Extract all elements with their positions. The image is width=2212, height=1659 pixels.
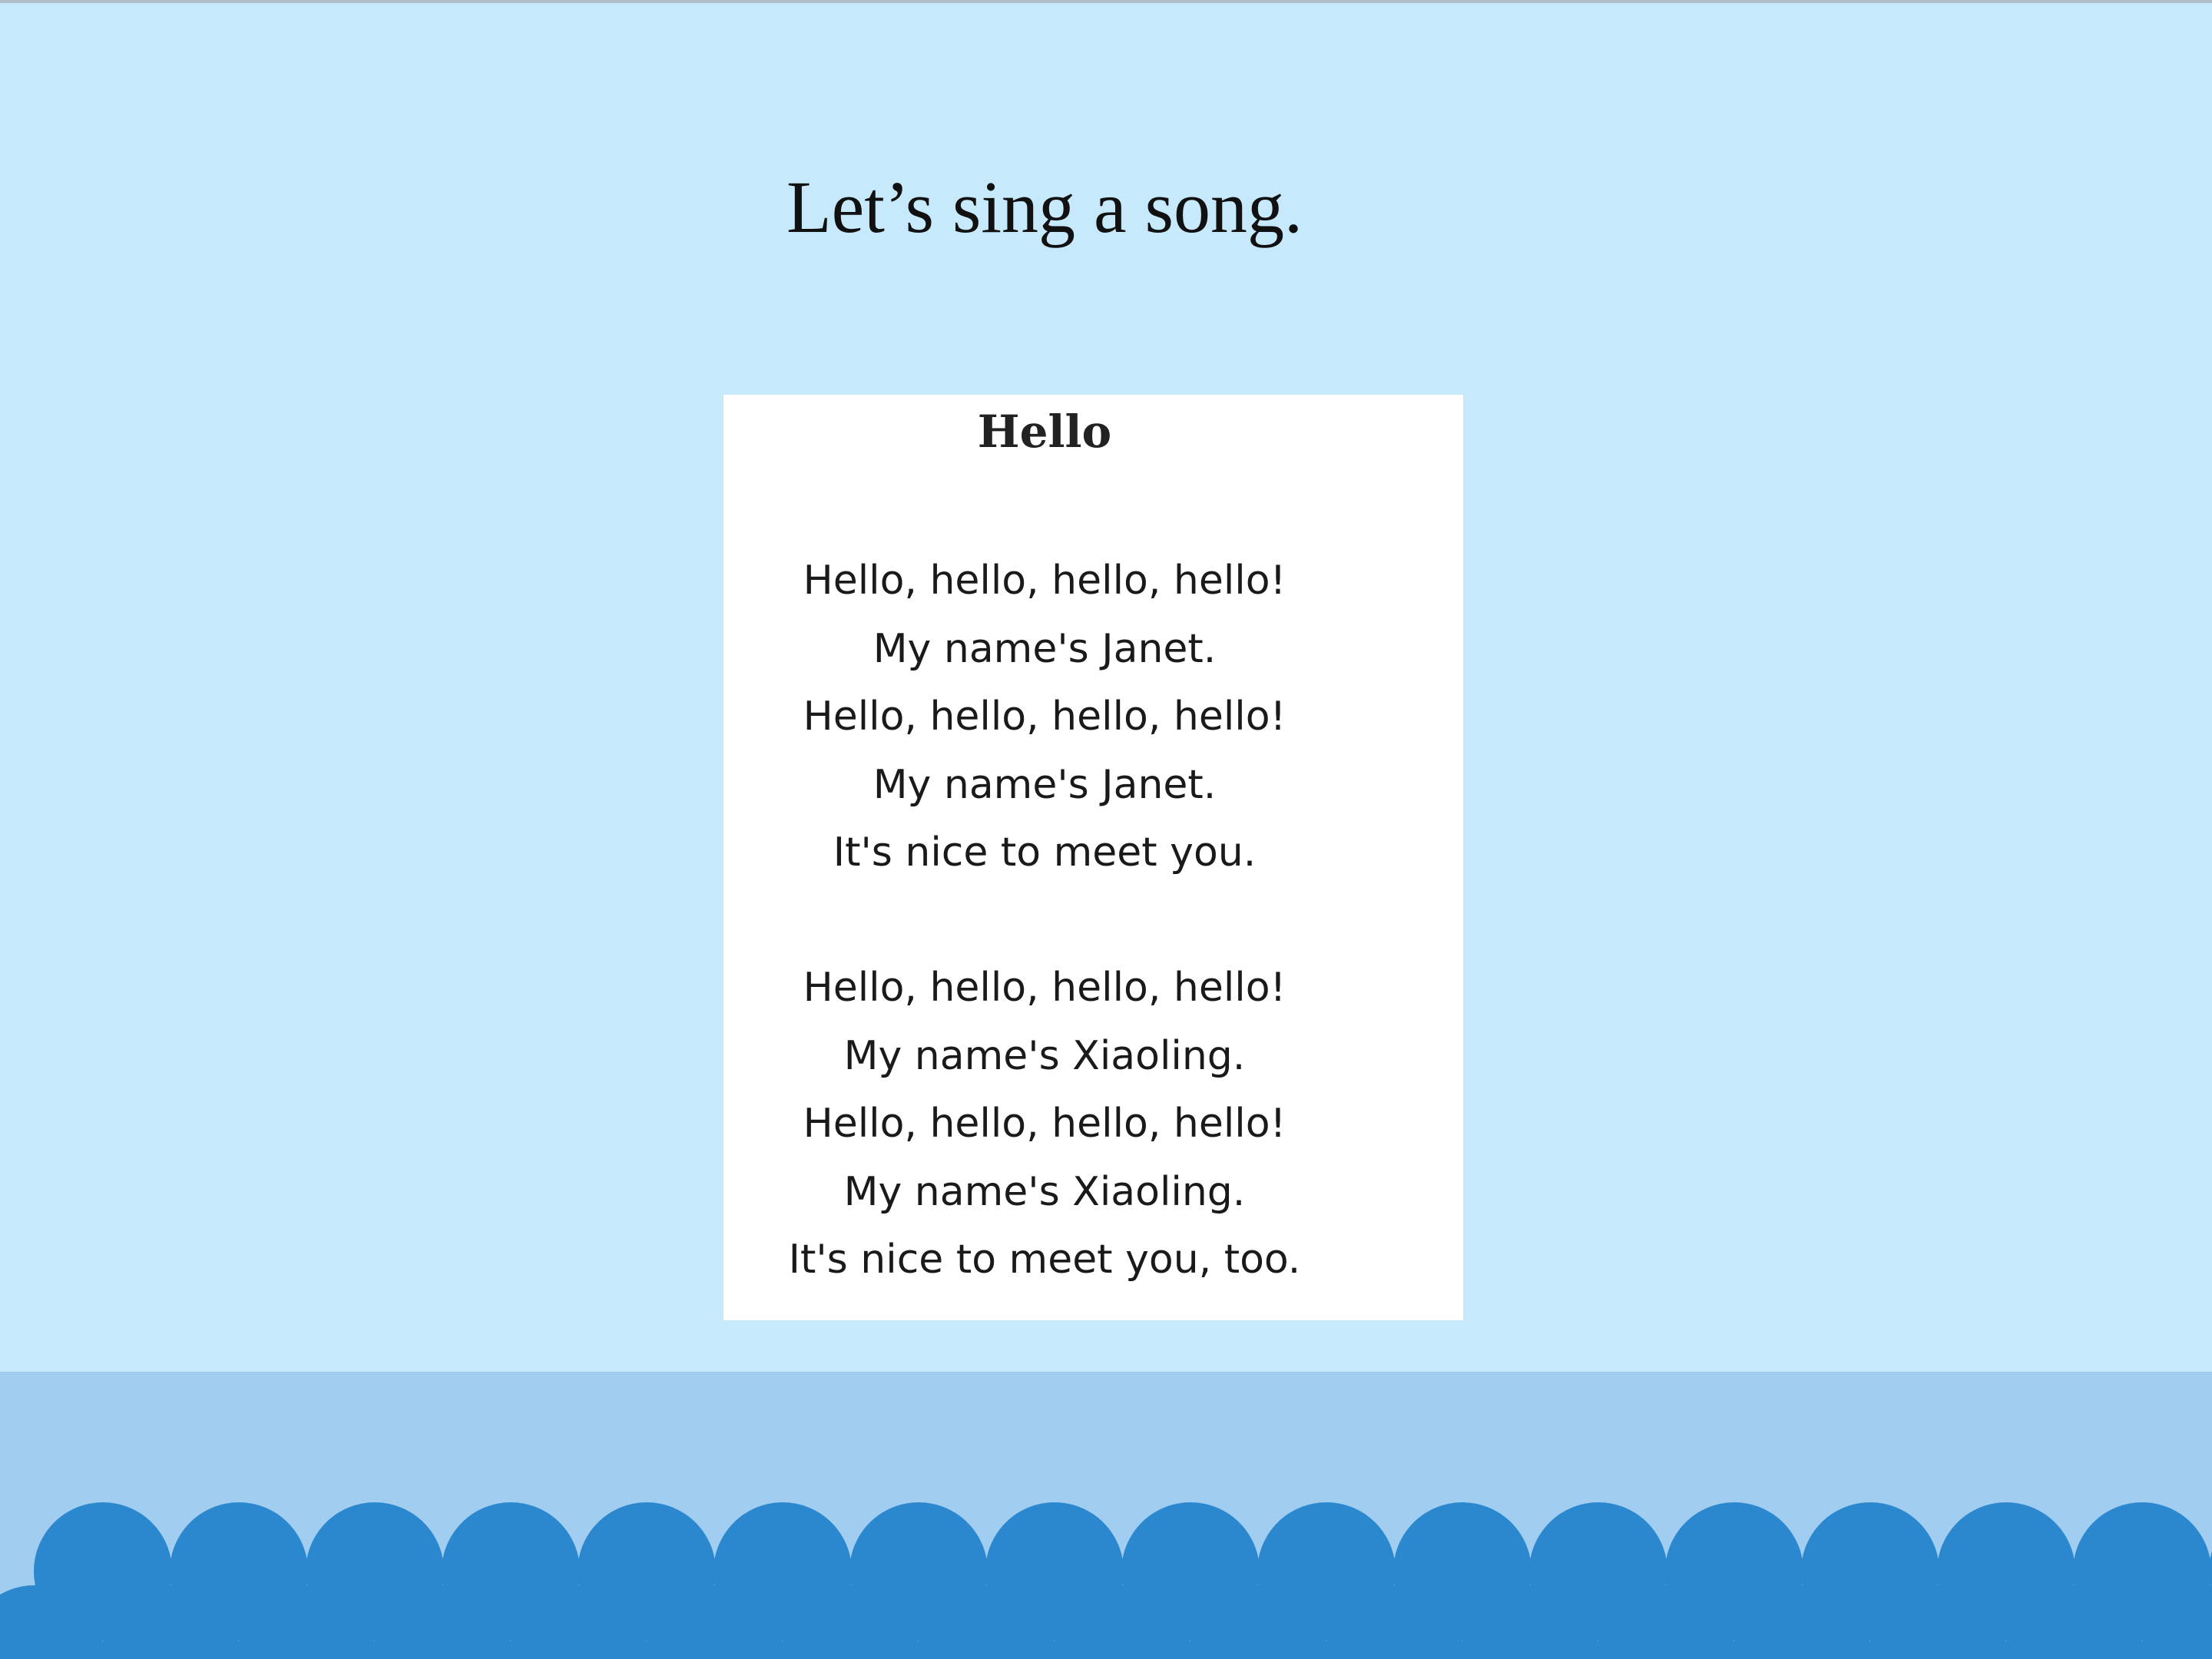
lyric-line: My name's Xiaoling. [843, 1168, 1246, 1215]
lyric-line: Hello, hello, hello, hello! [803, 694, 1286, 740]
top-border [0, 0, 2212, 3]
lyric-line: My name's Xiaoling. [843, 1032, 1246, 1079]
lyric-line: My name's Janet. [873, 625, 1217, 672]
scallop-wave-decoration [0, 1498, 2212, 1659]
song-title: Hello [977, 406, 1112, 458]
lyric-line: Hello, hello, hello, hello! [803, 558, 1286, 604]
lyric-line: My name's Janet. [873, 761, 1217, 808]
lyric-line: It's nice to meet you. [833, 830, 1257, 876]
slide-title: Let’s sing a song. [786, 166, 1303, 248]
verse-1 [0, 547, 2089, 887]
lyric-line: Hello, hello, hello, hello! [803, 965, 1286, 1011]
verse-2 [0, 954, 2089, 1294]
lyric-line: Hello, hello, hello, hello! [803, 1101, 1286, 1147]
lyric-line: It's nice to meet you, too. [788, 1237, 1301, 1283]
